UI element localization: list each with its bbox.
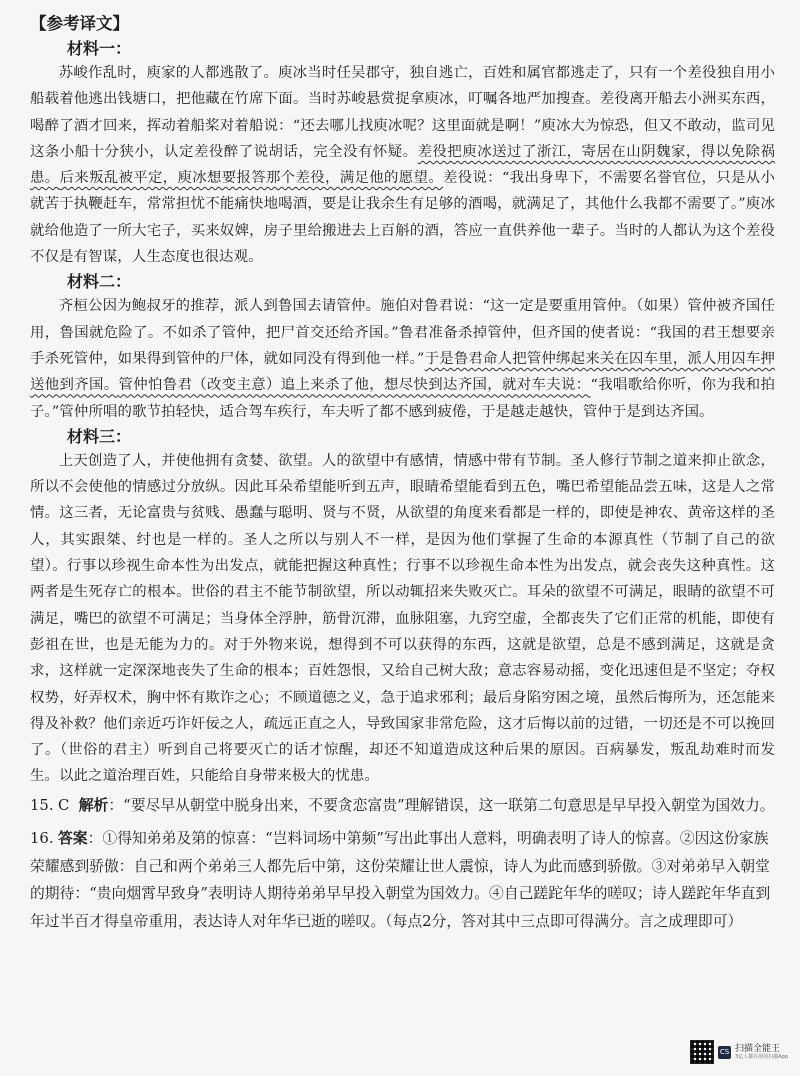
material-three-paragraph: 上天创造了人，并使他拥有贪婪、欲望。人的欲望中有感情，情感中带有节制。圣人修行节制之道来抑止欲念，所以不会使他的情感过分放纵。因此耳朵希望能听到五声，眼睛希望能看到五色，嘴巴希望能品尝五味，这是人之常情。这三者，无论富贵与贫贱、愚蠢与聪明、贤与不贤，从欲望的角度来看都是一样的，即使是神农、黄帝这样的圣人，其实跟桀、纣也是一样的。圣人之所以与别人不一样，是因为他们掌握了生命的本源真性（节制了自己的欲望）。行事以珍视生命本性为出发点，就能把握这种真性；行事不以珍视生命本性为出发点，就会丧失这种真性。这两者是生死存亡的根本。世俗的君主不能节制欲望，所以动辄招来失败灭亡。耳朵的欲望不可满足，眼睛的欲望不可满足，嘴巴的欲望不可满足；当身体全浮肿，筋骨沉滞，血脉阻塞，九窍空虚，全都丧失了它们正常的机能，即使有彭祖在世，也是无能为力的。对于外物来说，想得到不可以获得的东西，这就是欲望，总是不感到满足，这就是贪求，这样就一定深深地丧失了生命的根本；百姓怨恨，又给自己树大敌；意志容易动摇，变化迅速但是不坚定；夺权权势，好弄权术，胸中怀有欺诈之心；不顾道德之义，急于追求邪利；最后身陷穷困之境，虽然后悔所为，还怎能来得及补救？他们亲近巧诈奸佞之人，疏远正直之人，导致国家非常危险，这才后悔以前的过错，一切还是不可以挽回了。（世俗的君主）听到自己将要灭亡的话才惊醒，却还不知道造成这种后果的原因。百病暴发，叛乱劫难时而发生。以此之道治理百姓，只能给自身带来极大的忧患。 [30,452,775,785]
material-two-text-1: 齐桓公因为鲍叔牙的推荐，派人到鲁国去请管仲。施伯对鲁君说：“这一定是要重用管仲。（如果）管仲被齐国任用，鲁国就危险了。不如杀了管仲，把尸首交还给齐国。”鲁君准备杀掉管仲，但齐国的使者说：“我国的君王想要亲手杀死管仲，如果得到管仲的尸体，就如同没有得到他一样。” [30,298,775,367]
question-16 [30,825,775,935]
material-one-underlined-1: 差役把庾冰送过了浙江，寄居在山阴魏家，得以免除祸患。 [30,143,775,187]
material-one-title: 材料一： [67,39,132,58]
material-two-paragraph [30,293,775,424]
reference-translation-header: 【参考译文】 [30,14,129,33]
material-one-paragraph [30,60,775,270]
question-15-label: 解析 [78,796,109,814]
material-two-text-2: “我唱歌给你听，你为我和拍子。”管仲所唱的歌节拍轻快，适合驾车疾行，车夫听了都不感到疲倦，于是越走越快，管仲于是到达齐国。 [30,377,775,420]
scanner-watermark [690,1040,788,1064]
material-two-underlined-2: 管仲怕鲁君（改变主意）追上来杀了他，想尽快到达齐国，就对车夫说： [118,377,591,394]
material-two-underlined-1: 于是鲁君命人把管仲绑起来关在囚车里，派人用囚车押送他到齐国。 [30,350,776,394]
material-three-title: 材料三： [67,426,132,446]
question-15-answer: C [58,796,70,814]
material-one-text-1: 苏峻作乱时，庾家的人都逃散了。庾冰当时任吴郡守，独自逃亡，百姓和属官都逃走了，只有一个差役独自用小船载着他逃出钱塘口，把他藏在竹席下面。当时苏峻悬赏捉拿庾冰，叮嘱各地严加搜查。差役离开船去小洲买东西，喝醉了酒才回来，挥动着船桨对着船说：“还去哪儿找庾冰呢？这里面就是啊！”庾冰大为惊恐，但又不敢动，监司见这条小船十分狭小，认定差役醉了说胡话，完全没有怀疑。 [30,65,775,160]
document-page [30,14,775,935]
question-16-label: 答案 [58,830,88,848]
material-one-underlined-2: 后来叛乱被平定，庾冰想要报答那个差役，满足他的愿望。 [59,170,443,187]
material-one-text-2: 差役说：“我出身卑下，不需要名誉官位，只是从小就苦于执鞭赶车，常常担忧不能痛快地喝酒，要是让我余生有足够的酒喝，就满足了，其他什么我都不需要了。”庾冰就给他造了一所大宅子，买来奴婢，房子里给搬进去上百斛的酒，答应一直供养他一辈子。当时的人都认为这个差役不仅是有智谋，人生态度也很达观。 [30,170,775,266]
material-two-title: 材料二： [67,272,132,292]
question-16-number: 16. [30,830,54,848]
scanner-brand-tagline: 3亿人都在用的扫描App [735,1053,788,1060]
question-15-text: ：“要尽早从朝堂中脱身出来，不要贪恋富贵”理解错误，这一联第二句意思是早早投入朝堂为国效力。 [108,796,775,814]
question-16-text: ：①得知弟弟及第的惊喜：“岂料词场中第频”写出此事出人意料，明确表明了诗人的惊喜。②因这份家族荣耀感到骄傲：自己和两个弟弟三人都先后中第，这份荣耀让世人震惊，诗人为此而感到骄傲。③对弟弟早入朝堂的期待：“贵向烟霄早致身”表明诗人期待弟弟早早投入朝堂为国效力。④自己蹉跎年华的嗟叹；诗人蹉跎年华直到年过半百才得皇帝重用，表达诗人对年华已逝的嗟叹。（每点2分，答对其中三点即可得满分。言之成理即可） [30,830,771,930]
qr-code-icon [690,1040,714,1064]
scanner-brand-name: 扫描全能王 [735,1043,781,1054]
question-15-number: 15. [30,796,54,814]
scanner-brand [735,1044,788,1061]
camscanner-logo-icon: CS [718,1046,731,1059]
question-15 [30,792,775,820]
